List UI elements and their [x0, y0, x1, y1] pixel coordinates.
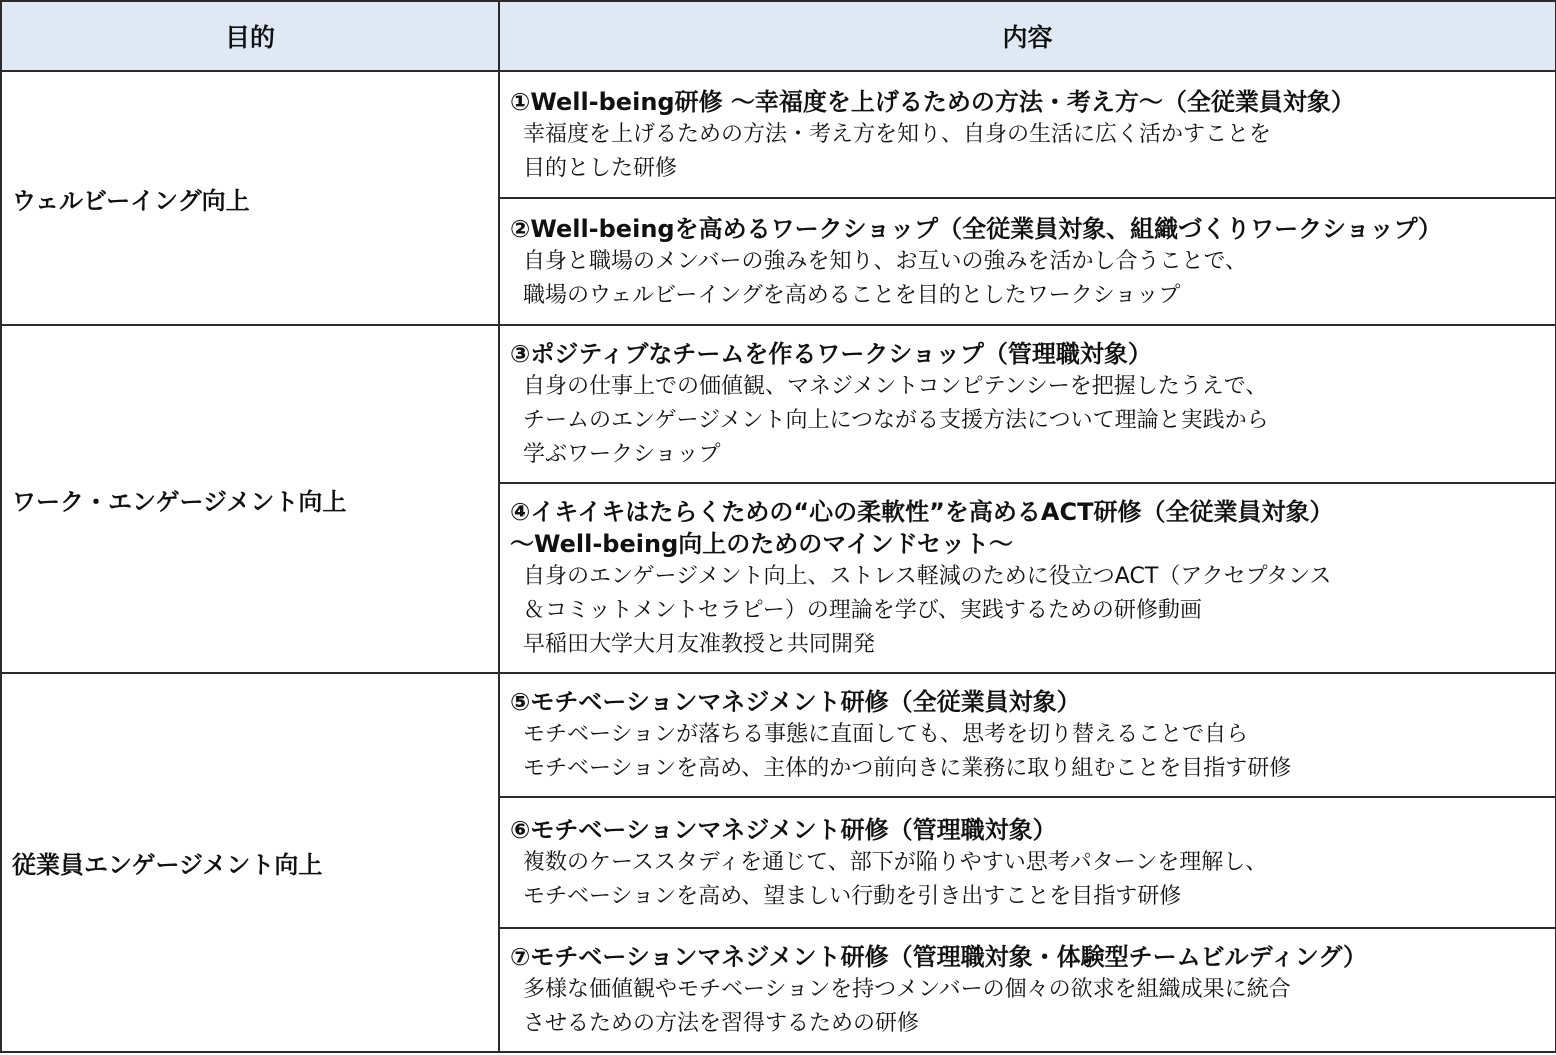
- item-title: ⑤モチベーションマネジメント研修（全従業員対象）: [510, 688, 1081, 716]
- item-title: ⑦モチベーションマネジメント研修（管理職対象・体験型チームビルディング）: [510, 943, 1367, 971]
- item-desc-line: 自身と職場のメンバーの強みを知り、お互いの強みを活かし合うことで、: [523, 248, 1248, 274]
- content-item-1: [499, 71, 1556, 198]
- item-desc-line: モチベーションを高め、望ましい行動を引き出すことを目指す研修: [523, 883, 1182, 909]
- item-desc-line: 自身の仕事上での価値観、マネジメントコンピテンシーを把握したうえで、: [523, 374, 1268, 399]
- item-desc-line: 目的とした研修: [523, 155, 678, 181]
- item-title: ③ポジティブなチームを作るワークショップ（管理職対象）: [510, 340, 1152, 368]
- purpose-work-engagement: ワーク・エンゲージメント向上: [1, 325, 499, 673]
- item-desc-line: モチベーションが落ちる事態に直面しても、思考を切り替えることで自ら: [523, 722, 1249, 747]
- item-desc-line: モチベーションを高め、主体的かつ前向きに業務に取り組むことを目指す研修: [523, 756, 1292, 781]
- item-desc-line: ＆コミットメントセラピー）の理論を学び、実践するための研修動画: [523, 598, 1202, 623]
- content-item-7: [499, 928, 1556, 1052]
- purpose-wellbeing: ウェルビーイング向上: [1, 71, 499, 325]
- item-desc-line: 職場のウェルビーイングを高めることを目的としたワークショップ: [523, 282, 1181, 308]
- item-desc-line: させるための方法を習得するための研修: [523, 1011, 920, 1036]
- content-item-5: [499, 673, 1556, 797]
- item-title: ②Well-beingを高めるワークショップ（全従業員対象、組織づくりワークショップ）: [510, 214, 1442, 243]
- item-desc-line: 自身のエンゲージメント向上、ストレス軽減のために役立つACT（アクセプタンス: [523, 564, 1332, 589]
- item-subtitle: ～Well-being向上のためのマインドセット～: [510, 530, 1014, 558]
- header-row: [1, 1, 1556, 71]
- table-row: [1, 673, 1556, 797]
- content-item-4: [499, 483, 1556, 673]
- content-item-3: [499, 325, 1556, 483]
- item-title: ⑥モチベーションマネジメント研修（管理職対象）: [510, 815, 1057, 844]
- item-desc-line: 幸福度を上げるための方法・考え方を知り、自身の生活に広く活かすことを: [523, 121, 1272, 147]
- purpose-employee-engagement: 従業員エンゲージメント向上: [1, 673, 499, 1052]
- table-row: [1, 325, 1556, 483]
- item-desc-line: 複数のケーススタディを通じて、部下が陥りやすい思考パターンを理解し、: [523, 849, 1268, 875]
- header-purpose: 目的: [1, 1, 499, 71]
- item-desc-line: 学ぶワークショップ: [523, 442, 721, 467]
- item-title: ④イキイキはたらくための“心の柔軟性”を高めるACT研修（全従業員対象）: [510, 498, 1334, 526]
- content-item-6: [499, 797, 1556, 928]
- item-title: ①Well-being研修 ～幸福度を上げるための方法・考え方～（全従業員対象）: [510, 87, 1355, 116]
- content-item-2: [499, 198, 1556, 325]
- header-content: 内容: [499, 1, 1556, 71]
- item-desc-line: チームのエンゲージメント向上につながる支援方法について理論と実践から: [523, 408, 1269, 433]
- item-desc-line: 早稲田大学大月友准教授と共同開発: [523, 632, 876, 657]
- table-row: [1, 71, 1556, 198]
- item-desc-line: 多様な価値観やモチベーションを持つメンバーの個々の欲求を組織成果に統合: [523, 977, 1291, 1002]
